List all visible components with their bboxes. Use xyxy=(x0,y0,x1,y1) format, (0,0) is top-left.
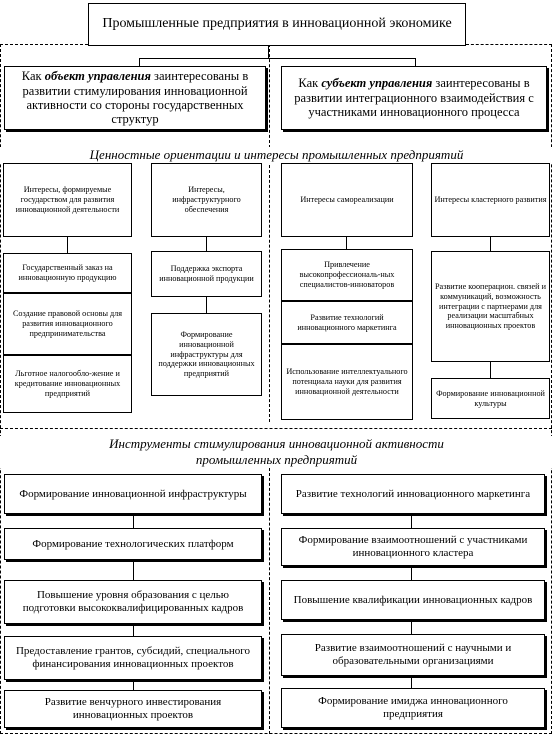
tool-left: Повышение уровня образования с целью подготовки высококвалифицированных кадров xyxy=(4,580,262,624)
tool-left: Формирование технологических платформ xyxy=(4,528,262,560)
outer-frame-bottom xyxy=(0,733,552,734)
interest-item: Поддержка экспорта инновационной продукции xyxy=(151,251,262,297)
tools-title-line2: промышленных предприятий xyxy=(0,452,553,468)
values-title: Ценностные ориентации и интересы промышленных предприятий xyxy=(0,147,553,163)
connector xyxy=(133,680,134,690)
connector xyxy=(133,624,134,636)
interest-item: Развитие технологий инновационного маркетинга xyxy=(281,301,413,344)
interest-item: Государственный заказ на инновационную продукцию xyxy=(3,253,132,293)
object-management-box xyxy=(4,66,266,130)
tool-right: Повышение квалификации инновационных кадров xyxy=(281,580,545,620)
diagram-title: Промышленные предприятия в инновационной экономике xyxy=(88,3,466,46)
interest-item: Льготное налогообло-жение и кредитование инновационных предприятий xyxy=(3,355,132,413)
tool-left: Развитие венчурного инвестирования инновационных проектов xyxy=(4,690,262,728)
tool-left: Формирование инновационной инфраструктуры xyxy=(4,474,262,514)
tools-title-line1: Инструменты стимулирования инновационной активности xyxy=(0,436,553,452)
connector xyxy=(133,560,134,580)
header-post: заинтересованы в развитии стимулирования инновационной активности со стороны государственных структур xyxy=(22,69,249,127)
outer-frame-top-right xyxy=(466,44,552,45)
connector xyxy=(268,46,269,58)
center-divider-bottom xyxy=(269,468,270,734)
interest-item: Развитие кооперацион. связей и коммуникаций, возможность интеграции с партнерами для реализации масштабных инновационных проектов xyxy=(431,251,550,362)
connector xyxy=(490,237,491,251)
connector xyxy=(411,514,412,528)
outer-frame-top xyxy=(0,44,88,45)
interest-head-state: Интересы, формируемые государством для развития инновационной деятельности xyxy=(3,163,132,237)
center-divider xyxy=(269,44,270,148)
connector xyxy=(490,362,491,378)
tool-right: Формирование взаимоотношений с участниками инновационного кластера xyxy=(281,528,545,566)
tool-right: Формирование имиджа инновационного предприятия xyxy=(281,688,545,728)
connector xyxy=(67,237,68,253)
header-post: заинтересованы в развитии интеграционного взаимодействия с участниками инновационного процесса xyxy=(294,76,534,120)
connector xyxy=(139,58,140,66)
header-pre: Как xyxy=(21,69,45,84)
connector xyxy=(206,237,207,251)
connector xyxy=(411,566,412,580)
subject-management-box xyxy=(281,66,547,130)
connector xyxy=(411,676,412,688)
header-emph: объект управления xyxy=(44,69,151,84)
interest-head-infrastructure: Интересы, инфраструктурного обеспечения xyxy=(151,163,262,237)
interest-head-selfrealization: Интересы самореализации xyxy=(281,163,413,237)
header-pre: Как xyxy=(298,76,322,91)
tool-left: Предоставление грантов, субсидий, специального финансирования инновационных проектов xyxy=(4,636,262,680)
interest-item: Привлечение высокопрофессиональ-ных специалистов-инноваторов xyxy=(281,249,413,301)
header-emph: субъект управления xyxy=(321,76,433,91)
connector xyxy=(346,237,347,249)
connector xyxy=(411,620,412,634)
tools-divider xyxy=(0,428,552,429)
connector xyxy=(415,58,416,66)
connector xyxy=(139,58,415,59)
interest-item: Использование интеллектуального потенциала науки для развития инновационной деятельности xyxy=(281,344,413,420)
tool-right: Развитие технологий инновационного маркетинга xyxy=(281,474,545,514)
interest-item: Создание правовой основы для развития инновационного предпринимательства xyxy=(3,293,132,355)
interest-item: Формирование инновационной инфраструктуры для поддержки инновационных предприятий xyxy=(151,313,262,396)
connector xyxy=(133,514,134,528)
center-divider-mid xyxy=(269,160,270,422)
connector xyxy=(206,297,207,313)
interest-item: Формирование инновационной культуры xyxy=(431,378,550,419)
interest-head-cluster: Интересы кластерного развития xyxy=(431,163,550,237)
tool-right: Развитие взаимоотношений с научными и образовательными организациями xyxy=(281,634,545,676)
